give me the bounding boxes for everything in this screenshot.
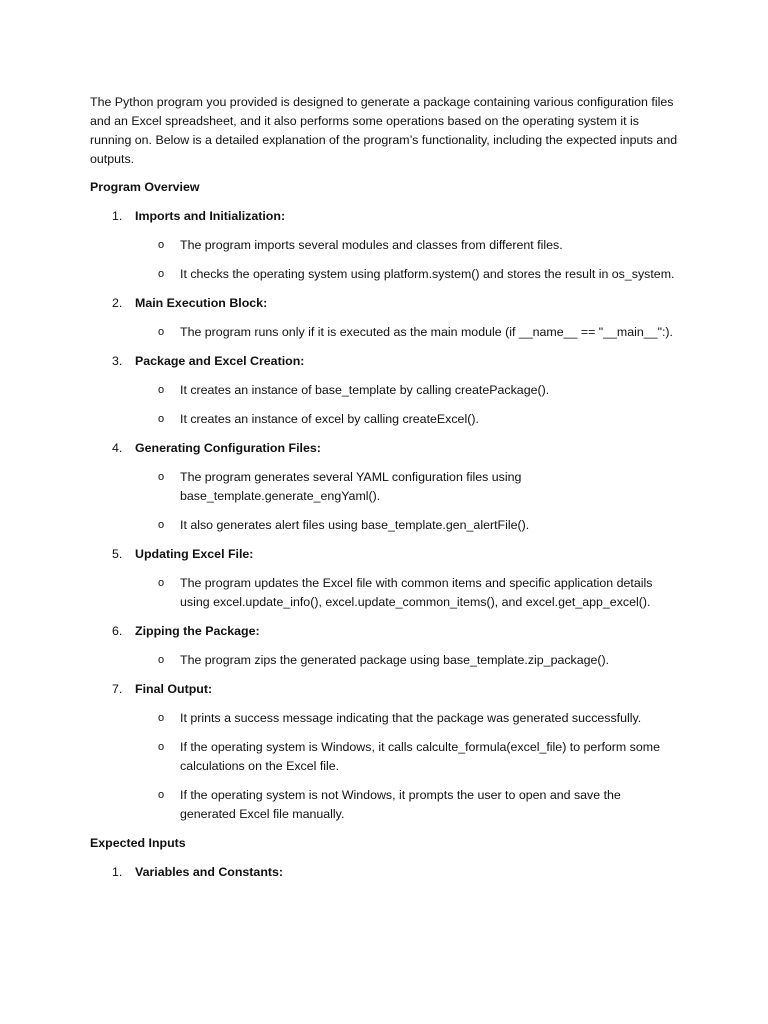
bullet-text: The program updates the Excel file with common items and specific application details using excel.update_info(), excel.update_common_items(), and excel.get_app_excel().	[180, 576, 653, 609]
section-title: Imports and Initialization:	[135, 209, 286, 223]
section-title: Updating Excel File:	[135, 547, 254, 561]
section-number: 5.	[112, 547, 123, 561]
numbered-section	[90, 352, 680, 429]
section-number: 4.	[112, 441, 123, 455]
section-number: 3.	[112, 354, 123, 368]
program-overview-list	[90, 207, 680, 824]
section-number: 1.	[112, 209, 123, 223]
section-heading	[90, 545, 680, 564]
bullet-text: It creates an instance of base_template by calling createPackage().	[180, 383, 550, 397]
bullet-marker: o	[158, 326, 165, 338]
numbered-section	[90, 439, 680, 535]
section-title: Zipping the Package:	[135, 624, 260, 638]
section-title: Generating Configuration Files:	[135, 441, 321, 455]
bullet-marker: o	[158, 712, 165, 724]
section-title: Variables and Constants:	[135, 865, 284, 879]
bullet-item	[90, 410, 680, 429]
bullet-marker: o	[158, 268, 165, 280]
document-page	[90, 93, 680, 892]
bullet-marker: o	[158, 471, 165, 483]
numbered-section	[90, 207, 680, 284]
bullet-text: The program imports several modules and classes from different files.	[180, 238, 563, 252]
numbered-section	[90, 680, 680, 824]
bullet-text: It also generates alert files using base_template.gen_alertFile().	[180, 518, 530, 532]
section-heading	[90, 439, 680, 458]
bullet-text: If the operating system is Windows, it calls calculte_formula(excel_file) to perform some calculations on the Excel file.	[180, 740, 660, 773]
section-title: Package and Excel Creation:	[135, 354, 305, 368]
section-heading	[90, 352, 680, 371]
section-heading	[90, 863, 680, 882]
section-number: 7.	[112, 682, 123, 696]
bullet-list	[90, 709, 680, 824]
numbered-section	[90, 545, 680, 612]
bullet-item	[90, 381, 680, 400]
bullet-marker: o	[158, 384, 165, 396]
bullet-item	[90, 651, 680, 670]
bullet-list	[90, 468, 680, 535]
numbered-section	[90, 294, 680, 342]
bullet-marker: o	[158, 239, 165, 251]
section-heading	[90, 680, 680, 699]
intro-paragraph: The Python program you provided is designed to generate a package containing various configuration files and an Excel spreadsheet, and it also performs some operations based on the operating system it is running on. Below is a detailed explanation of the program’s functionality, including the expected inputs and outputs.	[90, 95, 678, 166]
bullet-list	[90, 574, 680, 612]
section-number: 1.	[112, 865, 123, 879]
bullet-marker: o	[158, 577, 165, 589]
bullet-marker: o	[158, 741, 165, 753]
section-number: 2.	[112, 296, 123, 310]
bullet-marker: o	[158, 789, 165, 801]
bullet-item	[90, 738, 680, 776]
section-heading	[90, 622, 680, 641]
numbered-section	[90, 622, 680, 670]
bullet-item	[90, 265, 680, 284]
bullet-marker: o	[158, 654, 165, 666]
bullet-text: It checks the operating system using platform.system() and stores the result in os_system.	[180, 267, 675, 281]
section-title: Main Execution Block:	[135, 296, 268, 310]
section-heading	[90, 294, 680, 313]
expected-inputs-heading: Expected Inputs	[90, 836, 186, 850]
bullet-item	[90, 323, 680, 342]
bullet-text: If the operating system is not Windows, it prompts the user to open and save the generated Excel file manually.	[180, 788, 621, 821]
bullet-item	[90, 709, 680, 728]
program-overview-heading: Program Overview	[90, 180, 200, 194]
bullet-item	[90, 574, 680, 612]
bullet-text: It creates an instance of excel by calling createExcel().	[180, 412, 479, 426]
bullet-list	[90, 323, 680, 342]
bullet-text: The program zips the generated package using base_template.zip_package().	[180, 653, 610, 667]
bullet-list	[90, 236, 680, 284]
numbered-section	[90, 863, 680, 882]
bullet-text: The program runs only if it is executed as the main module (if __name__ == "__main__":).	[180, 325, 673, 339]
section-number: 6.	[112, 624, 123, 638]
bullet-item	[90, 786, 680, 824]
bullet-item	[90, 236, 680, 255]
bullet-text: It prints a success message indicating that the package was generated successfully.	[180, 711, 642, 725]
section-heading	[90, 207, 680, 226]
bullet-text: The program generates several YAML configuration files using base_template.generate_engYaml().	[180, 470, 522, 503]
bullet-item	[90, 516, 680, 535]
bullet-marker: o	[158, 413, 165, 425]
bullet-list	[90, 381, 680, 429]
bullet-marker: o	[158, 519, 165, 531]
expected-inputs-list	[90, 863, 680, 882]
section-title: Final Output:	[135, 682, 213, 696]
bullet-item	[90, 468, 680, 506]
bullet-list	[90, 651, 680, 670]
